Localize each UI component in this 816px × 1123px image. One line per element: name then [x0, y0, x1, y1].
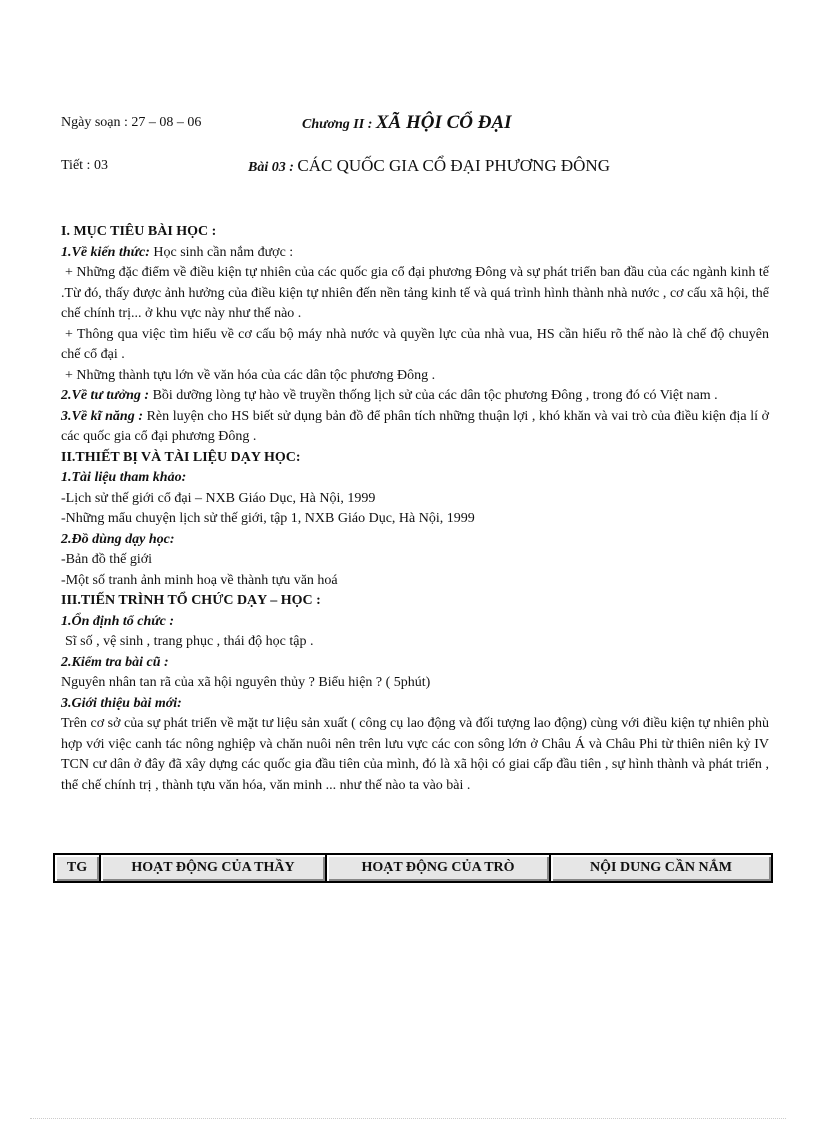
chapter-heading — [302, 110, 512, 138]
intro-label: 3.Giới thiệu bài mới: — [61, 695, 182, 711]
section1-heading: I. MỤC TIÊU BÀI HỌC : — [61, 224, 217, 239]
knowledge-paragraph-2: + Thông qua việc tìm hiểu về cơ cấu bộ máy nhà nước và quyền lực của nhà vua, HS cần hiểu rõ thế nào là chế độ chuyên chế cổ đại . — [61, 326, 769, 362]
stable-text: Sĩ số , vệ sinh , trang phục , thái độ học tập . — [65, 634, 314, 649]
knowledge-label: 1.Về kiến thức: — [61, 244, 150, 260]
check-label: 2.Kiểm tra bài cũ : — [61, 654, 169, 670]
tool-1: -Bản đồ thế giới — [61, 552, 152, 567]
column-header-teacher-activity: HOẠT ĐỘNG CỦA THẦY — [101, 855, 327, 881]
lesson-body — [61, 222, 769, 796]
chapter-title: XÃ HỘI CỔ ĐẠI — [375, 112, 512, 133]
stable-label: 1.Ổn định tổ chức : — [61, 613, 175, 629]
thought-text: Bồi dưỡng lòng tự hào về truyền thống lịch sử của các dân tộc phương Đông , trong đó có Việt nam . — [152, 388, 718, 403]
section2-heading: II.THIẾT BỊ VÀ TÀI LIỆU DẠY HỌC: — [61, 449, 301, 465]
tool-2: -Một số tranh ảnh minh hoạ về thành tựu văn hoá — [61, 572, 338, 588]
tools-label: 2.Đồ dùng dạy học: — [61, 531, 175, 547]
page-bottom-divider — [30, 1118, 786, 1119]
knowledge-intro: Học sinh cần nắm được : — [153, 244, 294, 260]
knowledge-paragraph-3: + Những thành tựu lớn về văn hóa của các dân tộc phương Đông . — [65, 367, 436, 383]
lesson-heading — [248, 154, 610, 180]
thought-paragraph — [61, 386, 769, 407]
lesson-title: CÁC QUỐC GIA CỔ ĐẠI PHƯƠNG ĐÔNG — [297, 156, 610, 175]
knowledge-line — [61, 243, 769, 264]
period-label: Tiết : 03 — [61, 158, 108, 173]
refs-label: 1.Tài liệu tham khảo: — [61, 470, 187, 485]
knowledge-paragraph-1: + Những đặc điểm về điều kiện tự nhiên của các quốc gia cổ đại phương Đông và sự phát triển ban đầu của các ngành kinh tế .Từ đó, thấy được ảnh hưởng của điều kiện tự nhiên đến nền tảng kinh tế và quá trình hình thành nhà nước , cơ cấu xã hội, thể chế chính trị... ở khu vực này như thế nào . — [61, 265, 769, 321]
skill-label: 3.Về kĩ năng : — [61, 408, 143, 424]
column-header-content: NỘI DUNG CẦN NẮM — [551, 855, 771, 881]
chapter-prefix: Chương II : — [302, 117, 373, 132]
skill-paragraph — [61, 407, 769, 448]
reference-1: -Lịch sử thế giới cổ đại – NXB Giáo Dục, Hà Nội, 1999 — [61, 490, 376, 506]
check-text: Nguyên nhân tan rã của xã hội nguyên thủy ? Biểu hiện ? ( 5phút) — [61, 675, 431, 690]
column-header-tg: TG — [55, 855, 101, 881]
thought-label: 2.Về tư tưởng : — [61, 388, 150, 403]
column-header-student-activity: HOẠT ĐỘNG CỦA TRÒ — [327, 855, 551, 881]
intro-text: Trên cơ sở của sự phát triển về mặt tư liệu sản xuất ( công cụ lao động và đối tượng lao động) cùng với điều kiện tự nhiên phù hợp với việc canh tác nông nghiệp và chăn nuôi nên trên lưu vực các con sông lớn ở Châu Á và Châu Phi từ thiên niên kỷ IV TCN cư dân ở đây đã xây dựng các quốc gia đầu tiên của mình, đó là xã hội có giai cấp đầu tiên , sự hình thành và phát triển , thể chế chính trị , thành tựu văn hóa, văn minh ... như thế nào ta vào bài . — [61, 716, 769, 793]
lesson-prefix: Bài 03 : — [248, 160, 294, 175]
reference-2: -Những mẩu chuyện lịch sử thế giới, tập 1, NXB Giáo Dục, Hà Nội, 1999 — [61, 511, 475, 526]
activity-table-header — [53, 853, 773, 883]
section3-heading: III.TIẾN TRÌNH TỔ CHỨC DẠY – HỌC : — [61, 593, 321, 608]
skill-text: Rèn luyện cho HS biết sử dụng bản đồ để phân tích những thuận lợi , khó khăn và vai trò của điều kiện địa lí ở các quốc gia cổ đại phương Đông . — [61, 408, 770, 444]
date-label: Ngày soạn : 27 – 08 – 06 — [61, 115, 202, 130]
